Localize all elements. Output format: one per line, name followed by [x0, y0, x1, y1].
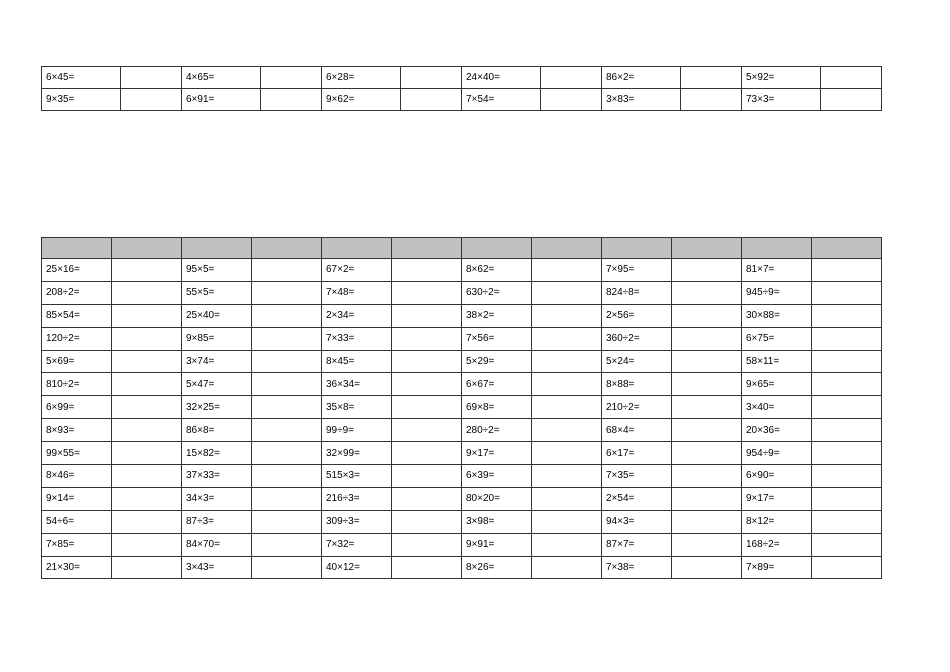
header-cell	[672, 238, 742, 259]
problem-cell: 7×54=	[462, 89, 541, 111]
problem-cell: 9×85=	[182, 327, 252, 350]
problem-cell: 8×62=	[462, 259, 532, 282]
problem-cell: 5×69=	[42, 350, 112, 373]
answer-cell[interactable]	[812, 442, 882, 465]
answer-cell[interactable]	[812, 419, 882, 442]
header-cell	[742, 238, 812, 259]
problem-cell: 7×85=	[42, 533, 112, 556]
problem-cell: 25×16=	[42, 259, 112, 282]
answer-cell[interactable]	[812, 556, 882, 579]
problem-cell: 280÷2=	[462, 419, 532, 442]
answer-cell[interactable]	[392, 533, 462, 556]
table-row	[42, 350, 882, 373]
answer-cell[interactable]	[112, 304, 182, 327]
answer-cell[interactable]	[252, 350, 322, 373]
answer-cell[interactable]	[252, 510, 322, 533]
answer-cell[interactable]	[252, 533, 322, 556]
answer-cell[interactable]	[541, 67, 602, 89]
problem-cell: 6×91=	[182, 89, 261, 111]
problem-cell: 4×65=	[182, 67, 261, 89]
answer-cell[interactable]	[672, 350, 742, 373]
answer-cell[interactable]	[532, 396, 602, 419]
answer-cell[interactable]	[532, 510, 602, 533]
answer-cell[interactable]	[121, 89, 182, 111]
problem-cell: 95×5=	[182, 259, 252, 282]
answer-cell[interactable]	[672, 442, 742, 465]
answer-cell[interactable]	[392, 304, 462, 327]
problem-cell: 67×2=	[322, 259, 392, 282]
problem-cell: 360÷2=	[602, 327, 672, 350]
answer-cell[interactable]	[812, 350, 882, 373]
answer-cell[interactable]	[261, 89, 322, 111]
answer-cell[interactable]	[672, 396, 742, 419]
answer-cell[interactable]	[812, 533, 882, 556]
answer-cell[interactable]	[252, 556, 322, 579]
answer-cell[interactable]	[392, 350, 462, 373]
answer-cell[interactable]	[672, 373, 742, 396]
answer-cell[interactable]	[392, 373, 462, 396]
problem-cell: 36×34=	[322, 373, 392, 396]
answer-cell[interactable]	[672, 510, 742, 533]
problem-cell: 6×45=	[42, 67, 121, 89]
header-cell	[602, 238, 672, 259]
problem-cell: 37×33=	[182, 465, 252, 488]
problem-cell: 34×3=	[182, 487, 252, 510]
problem-cell: 5×92=	[742, 67, 821, 89]
problem-cell: 87÷3=	[182, 510, 252, 533]
problem-cell: 86×2=	[602, 67, 681, 89]
problem-cell: 9×14=	[42, 487, 112, 510]
problem-cell: 3×43=	[182, 556, 252, 579]
problem-cell: 210÷2=	[602, 396, 672, 419]
problem-cell: 8×46=	[42, 465, 112, 488]
answer-cell[interactable]	[392, 510, 462, 533]
table-row	[42, 487, 882, 510]
problem-cell: 9×62=	[322, 89, 401, 111]
problem-cell: 120÷2=	[42, 327, 112, 350]
problem-cell: 6×17=	[602, 442, 672, 465]
problem-cell: 85×54=	[42, 304, 112, 327]
answer-cell[interactable]	[681, 89, 742, 111]
table-row	[42, 373, 882, 396]
answer-cell[interactable]	[392, 259, 462, 282]
answer-cell[interactable]	[812, 327, 882, 350]
answer-cell[interactable]	[532, 373, 602, 396]
answer-cell[interactable]	[252, 396, 322, 419]
problem-cell: 87×7=	[602, 533, 672, 556]
answer-cell[interactable]	[532, 259, 602, 282]
answer-cell[interactable]	[812, 510, 882, 533]
answer-cell[interactable]	[112, 510, 182, 533]
answer-cell[interactable]	[261, 67, 322, 89]
header-cell	[392, 238, 462, 259]
problem-cell: 81×7=	[742, 259, 812, 282]
answer-cell[interactable]	[252, 487, 322, 510]
problem-cell: 208÷2=	[42, 281, 112, 304]
problem-cell: 35×8=	[322, 396, 392, 419]
header-cell	[462, 238, 532, 259]
answer-cell[interactable]	[252, 304, 322, 327]
answer-cell[interactable]	[252, 373, 322, 396]
answer-cell[interactable]	[812, 304, 882, 327]
answer-cell[interactable]	[252, 281, 322, 304]
problem-cell: 630÷2=	[462, 281, 532, 304]
answer-cell[interactable]	[672, 487, 742, 510]
answer-cell[interactable]	[672, 281, 742, 304]
answer-cell[interactable]	[672, 465, 742, 488]
table-row	[42, 465, 882, 488]
header-cell	[322, 238, 392, 259]
top-worksheet-table	[41, 66, 882, 111]
table-row	[42, 281, 882, 304]
problem-cell: 99×55=	[42, 442, 112, 465]
answer-cell[interactable]	[532, 419, 602, 442]
problem-cell: 5×29=	[462, 350, 532, 373]
answer-cell[interactable]	[112, 556, 182, 579]
problem-cell: 945÷9=	[742, 281, 812, 304]
answer-cell[interactable]	[252, 259, 322, 282]
problem-cell: 15×82=	[182, 442, 252, 465]
problem-cell: 954÷9=	[742, 442, 812, 465]
problem-cell: 2×34=	[322, 304, 392, 327]
problem-cell: 84×70=	[182, 533, 252, 556]
table-row	[42, 259, 882, 282]
header-cell	[812, 238, 882, 259]
problem-cell: 9×65=	[742, 373, 812, 396]
answer-cell[interactable]	[532, 487, 602, 510]
problem-cell: 515×3=	[322, 465, 392, 488]
answer-cell[interactable]	[392, 396, 462, 419]
answer-cell[interactable]	[112, 419, 182, 442]
problem-cell: 32×25=	[182, 396, 252, 419]
answer-cell[interactable]	[401, 89, 462, 111]
table-row	[42, 510, 882, 533]
answer-cell[interactable]	[252, 419, 322, 442]
answer-cell[interactable]	[401, 67, 462, 89]
problem-cell: 8×45=	[322, 350, 392, 373]
answer-cell[interactable]	[672, 419, 742, 442]
problem-cell: 2×56=	[602, 304, 672, 327]
table-row	[42, 533, 882, 556]
problem-cell: 38×2=	[462, 304, 532, 327]
problem-cell: 6×90=	[742, 465, 812, 488]
problem-cell: 55×5=	[182, 281, 252, 304]
answer-cell[interactable]	[252, 327, 322, 350]
problem-cell: 25×40=	[182, 304, 252, 327]
answer-cell[interactable]	[252, 442, 322, 465]
problem-cell: 21×30=	[42, 556, 112, 579]
answer-cell[interactable]	[672, 304, 742, 327]
problem-cell: 6×39=	[462, 465, 532, 488]
problem-cell: 3×83=	[602, 89, 681, 111]
answer-cell[interactable]	[821, 67, 882, 89]
problem-cell: 8×88=	[602, 373, 672, 396]
table-row	[42, 67, 882, 89]
answer-cell[interactable]	[532, 304, 602, 327]
header-cell	[182, 238, 252, 259]
answer-cell[interactable]	[532, 281, 602, 304]
problem-cell: 3×98=	[462, 510, 532, 533]
problem-cell: 68×4=	[602, 419, 672, 442]
answer-cell[interactable]	[672, 533, 742, 556]
problem-cell: 8×12=	[742, 510, 812, 533]
answer-cell[interactable]	[112, 465, 182, 488]
answer-cell[interactable]	[392, 281, 462, 304]
problem-cell: 6×99=	[42, 396, 112, 419]
problem-cell: 9×35=	[42, 89, 121, 111]
problem-cell: 54÷6=	[42, 510, 112, 533]
header-row	[42, 238, 882, 259]
problem-cell: 73×3=	[742, 89, 821, 111]
problem-cell: 7×33=	[322, 327, 392, 350]
problem-cell: 6×28=	[322, 67, 401, 89]
problem-cell: 40×12=	[322, 556, 392, 579]
problem-cell: 9×91=	[462, 533, 532, 556]
table-row	[42, 327, 882, 350]
answer-cell[interactable]	[812, 259, 882, 282]
problem-cell: 168÷2=	[742, 533, 812, 556]
problem-cell: 32×99=	[322, 442, 392, 465]
problem-cell: 216÷3=	[322, 487, 392, 510]
answer-cell[interactable]	[112, 259, 182, 282]
problem-cell: 5×24=	[602, 350, 672, 373]
answer-cell[interactable]	[681, 67, 742, 89]
answer-cell[interactable]	[112, 350, 182, 373]
answer-cell[interactable]	[821, 89, 882, 111]
answer-cell[interactable]	[532, 533, 602, 556]
problem-cell: 20×36=	[742, 419, 812, 442]
answer-cell[interactable]	[112, 442, 182, 465]
answer-cell[interactable]	[812, 465, 882, 488]
answer-cell[interactable]	[812, 396, 882, 419]
table-row	[42, 396, 882, 419]
answer-cell[interactable]	[252, 465, 322, 488]
answer-cell[interactable]	[392, 419, 462, 442]
header-cell	[112, 238, 182, 259]
answer-cell[interactable]	[532, 442, 602, 465]
problem-cell: 309÷3=	[322, 510, 392, 533]
problem-cell: 6×67=	[462, 373, 532, 396]
problem-cell: 7×95=	[602, 259, 672, 282]
problem-cell: 7×38=	[602, 556, 672, 579]
problem-cell: 99÷9=	[322, 419, 392, 442]
problem-cell: 80×20=	[462, 487, 532, 510]
answer-cell[interactable]	[112, 533, 182, 556]
answer-cell[interactable]	[532, 350, 602, 373]
answer-cell[interactable]	[812, 281, 882, 304]
answer-cell[interactable]	[112, 373, 182, 396]
problem-cell: 69×8=	[462, 396, 532, 419]
answer-cell[interactable]	[812, 373, 882, 396]
answer-cell[interactable]	[672, 259, 742, 282]
problem-cell: 7×89=	[742, 556, 812, 579]
answer-cell[interactable]	[112, 327, 182, 350]
problem-cell: 9×17=	[462, 442, 532, 465]
main-worksheet-table	[41, 237, 882, 579]
answer-cell[interactable]	[392, 487, 462, 510]
answer-cell[interactable]	[532, 465, 602, 488]
answer-cell[interactable]	[112, 487, 182, 510]
answer-cell[interactable]	[672, 556, 742, 579]
problem-cell: 24×40=	[462, 67, 541, 89]
answer-cell[interactable]	[112, 396, 182, 419]
problem-cell: 7×56=	[462, 327, 532, 350]
problem-cell: 3×74=	[182, 350, 252, 373]
problem-cell: 2×54=	[602, 487, 672, 510]
header-cell	[532, 238, 602, 259]
problem-cell: 8×26=	[462, 556, 532, 579]
problem-cell: 3×40=	[742, 396, 812, 419]
answer-cell[interactable]	[672, 327, 742, 350]
problem-cell: 7×48=	[322, 281, 392, 304]
answer-cell[interactable]	[112, 281, 182, 304]
answer-cell[interactable]	[532, 327, 602, 350]
problem-cell: 6×75=	[742, 327, 812, 350]
answer-cell[interactable]	[392, 556, 462, 579]
problem-cell: 9×17=	[742, 487, 812, 510]
answer-cell[interactable]	[392, 442, 462, 465]
table-row	[42, 304, 882, 327]
table-row	[42, 419, 882, 442]
problem-cell: 5×47=	[182, 373, 252, 396]
header-cell	[252, 238, 322, 259]
answer-cell[interactable]	[392, 327, 462, 350]
problem-cell: 86×8=	[182, 419, 252, 442]
problem-cell: 7×32=	[322, 533, 392, 556]
problem-cell: 824÷8=	[602, 281, 672, 304]
answer-cell[interactable]	[812, 487, 882, 510]
table-row	[42, 89, 882, 111]
table-row	[42, 556, 882, 579]
answer-cell[interactable]	[392, 465, 462, 488]
answer-cell[interactable]	[121, 67, 182, 89]
problem-cell: 30×88=	[742, 304, 812, 327]
answer-cell[interactable]	[541, 89, 602, 111]
problem-cell: 8×93=	[42, 419, 112, 442]
problem-cell: 94×3=	[602, 510, 672, 533]
table-row	[42, 442, 882, 465]
answer-cell[interactable]	[532, 556, 602, 579]
header-cell	[42, 238, 112, 259]
problem-cell: 810÷2=	[42, 373, 112, 396]
problem-cell: 58×11=	[742, 350, 812, 373]
problem-cell: 7×35=	[602, 465, 672, 488]
